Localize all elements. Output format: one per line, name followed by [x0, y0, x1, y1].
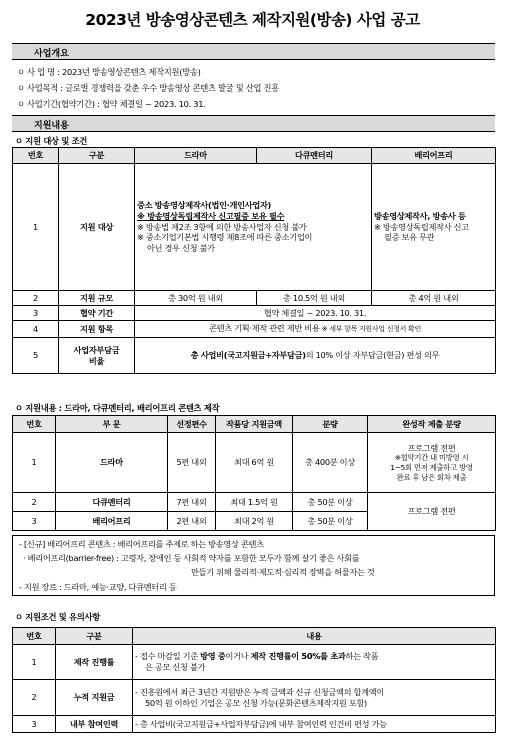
row-number: 5: [13, 338, 59, 374]
row-label: 제작 진행률: [56, 645, 133, 680]
cond1-c: 이거나: [225, 651, 251, 662]
note-genres: - 지원 장르 : 드라마, 예능·교양, 다큐멘터리 등: [19, 582, 177, 592]
col-number: 번호: [13, 148, 59, 164]
support-content-heading: [15, 402, 219, 414]
row-field: 배리어프리: [56, 512, 168, 531]
target-note-sme-cont: 아닌 경우 신청 불가: [147, 242, 215, 253]
row-label: 지원 규모: [59, 291, 135, 306]
col-number: 번호: [13, 628, 56, 645]
row-label: 내부 참여인력: [56, 716, 133, 733]
scale-bf: 총 4억 원 내외: [372, 291, 496, 306]
table-row: [13, 321, 496, 338]
note-barrier-free-def: · 배리어프리(barrier-free) : 고령자, 장애인 등 사회적 약자를 포함한 모두가 함께 살기 좋은 사회를: [23, 553, 360, 563]
row-number: 3: [13, 512, 56, 531]
row-number: 2: [13, 680, 56, 716]
submission-others: 프로그램 전편: [368, 493, 496, 531]
submission-note-2: 1~5회 먼저 제출하고 방영: [390, 463, 473, 473]
cond1-d: 제작 진행률이 50%를 초과: [250, 651, 346, 662]
submission-note-1: ※협약기간 내 미방영 시: [394, 453, 469, 463]
col-drama: 드라마: [135, 148, 257, 164]
col-content: 내용: [133, 628, 496, 645]
row-number: 2: [13, 291, 59, 306]
condition-cumulative-cell: [133, 680, 496, 716]
self-burden-rest: 의 10% 이상 자부담금(현금) 편성 의무: [305, 350, 440, 361]
overview-line-name: ㅇ 사 업 명 : 2023년 방송영상콘텐츠 제작지원(방송): [17, 67, 201, 77]
target-required-note: ※ 방송영상독립제작사 신고필증 보유 필수: [137, 211, 285, 222]
support-content-text: ㅇ 지원내용 : 드라마, 다큐멘터리, 배리어프리 콘텐츠 제작: [15, 403, 220, 413]
support-target-table: [12, 147, 496, 374]
scale-docu: 총 10.5억 원 내외: [257, 291, 372, 306]
conditions-heading: ㅇ 지원조건 및 유의사항: [15, 612, 100, 622]
row-label: [59, 338, 135, 374]
row-length: 총 50분 이상: [293, 512, 368, 531]
cond1-a: - 접수 마감일 기준: [135, 651, 201, 662]
support-section-header: [12, 115, 495, 132]
row-amount: 최대 6억 원: [216, 433, 293, 493]
row-count: 2편 내외: [168, 512, 216, 531]
self-burden-bold: 총 사업비(국고지원금+자부담금): [190, 350, 306, 361]
cond1-b: 방영 중: [200, 651, 226, 662]
overview-line-period: ㅇ 사업기간(협약기간) : 협약 체결일 ~ 2023. 10. 31.: [17, 99, 206, 109]
support-items-note: ※ 세부 항목 지원사업 신청서 확인: [321, 325, 421, 334]
row-label-line1: 사업자부담금: [73, 344, 120, 355]
scale-drama: 총 30억 원 내외: [135, 291, 257, 306]
cond3-line1: - 총 사업비(국고지원금+사업자부담금)에 내부 참여인력 인건비 편성 가능: [133, 716, 496, 733]
row-count: 7편 내외: [168, 493, 216, 512]
col-length: 분량: [293, 416, 368, 433]
row-number: 1: [13, 433, 56, 493]
col-amount: 작품당 지원금액: [216, 416, 293, 433]
table-row: [13, 306, 496, 321]
row-number: 3: [13, 716, 56, 733]
col-category: 구분: [56, 628, 133, 645]
col-field: 부 문: [56, 416, 168, 433]
col-count: 선정편수: [168, 416, 216, 433]
row-field: 다큐멘터리: [56, 493, 168, 512]
table-row: [13, 291, 496, 306]
self-burden-cell: [135, 338, 496, 374]
row-label: 협약 기간: [59, 306, 135, 321]
row-number: 1: [13, 645, 56, 680]
row-number: 4: [13, 321, 59, 338]
bf-target-note-cont: 필증 보유 무관: [384, 232, 435, 243]
row-label: 누적 지원금: [56, 680, 133, 716]
support-items-cell: [135, 321, 496, 338]
row-label-line2: 비율: [88, 355, 105, 366]
table-row: [13, 716, 496, 733]
row-length: 총 400분 이상: [293, 433, 368, 493]
cond2-line2: 50억 원 이하인 기업은 공모 신청 가능(문화콘텐츠제작지원 포함): [145, 697, 367, 708]
table-row: [13, 164, 496, 291]
cond1-e: 하는 작품: [345, 651, 379, 662]
target-note-broadcast: ※ 방송법 제2조 3항에 의한 방송사업자 신청 불가: [137, 221, 307, 232]
overview-section-header: [12, 43, 495, 60]
condition-progress-cell: [133, 645, 496, 680]
table-row: [13, 338, 496, 374]
barrier-free-notes: [12, 535, 495, 596]
bf-target-note: ※ 방송영상독립제작사 신고: [374, 221, 469, 232]
conditions-table: [12, 627, 496, 733]
cond1-line2: 은 공모 신청 불가: [145, 662, 206, 672]
table-row: [13, 645, 496, 680]
submission-note-3: 완료 후 남은 회차 제출: [396, 472, 467, 482]
overview-header-label: 사업개요: [34, 49, 69, 59]
row-label: 지원 대상: [59, 164, 135, 291]
barrier-free-target-cell: [372, 164, 496, 291]
note-barrier-free-def-cont: 만들기 위해 물리적·제도적·심리적 장벽을 허물자는 것: [191, 567, 375, 577]
table-row: [13, 680, 496, 716]
cond2-line1: - 진흥원에서 최근 3년간 지원받은 누적 금액과 신규 신청금액의 합계액이: [135, 686, 384, 697]
row-amount: 최대 2억 원: [216, 512, 293, 531]
submission-drama-cell: [368, 433, 496, 493]
target-note-sme: ※ 중소기업기본법 시행령 제8조에 따른 중소기업이: [137, 232, 313, 243]
row-count: 5편 내외: [168, 433, 216, 493]
submission-drama: 프로그램 전편: [407, 442, 456, 453]
overview-line-purpose: ㅇ 사업목적 : 글로벌 경쟁력을 갖춘 우수 방송영상 콘텐츠 발굴 및 산업 진흥: [17, 83, 279, 93]
target-cell: [135, 164, 372, 291]
row-number: 2: [13, 493, 56, 512]
row-number: 3: [13, 306, 59, 321]
row-label: 지원 항목: [59, 321, 135, 338]
support-items-value: 콘텐츠 기획·제작 관련 제반 비용: [209, 323, 320, 334]
col-documentary: 다큐멘터리: [257, 148, 372, 164]
table-row: [13, 493, 496, 512]
row-number: 1: [13, 164, 59, 291]
col-category: 구분: [59, 148, 135, 164]
support-content-table: [12, 415, 496, 531]
agreement-period-value: 협약 체결일 ~ 2023. 10. 31.: [135, 306, 496, 321]
page-title: 2023년 방송영상콘텐츠 제작지원(방송) 사업 공고: [85, 11, 420, 29]
col-submission: 완성작 제출 분량: [368, 416, 496, 433]
col-number: 번호: [13, 416, 56, 433]
col-barrier-free: 배리어프리: [372, 148, 496, 164]
row-field: 드라마: [56, 433, 168, 493]
support-target-heading: ㅇ 지원 대상 및 조건: [15, 136, 88, 146]
note-new-barrier-free: - [신규] 배리어프리 콘텐츠 : 배리어프리를 주제로 하는 방송영상 콘텐츠: [19, 539, 264, 549]
support-header-label: 지원내용: [34, 121, 69, 131]
table-row: [13, 433, 496, 493]
row-amount: 최대 1.5억 원: [216, 493, 293, 512]
bf-target-main: 방송영상제작사, 방송사 등: [374, 211, 466, 222]
target-main: 중소 방송영상제작사(법인·개인사업자): [137, 200, 271, 211]
row-length: 총 50분 이상: [293, 493, 368, 512]
